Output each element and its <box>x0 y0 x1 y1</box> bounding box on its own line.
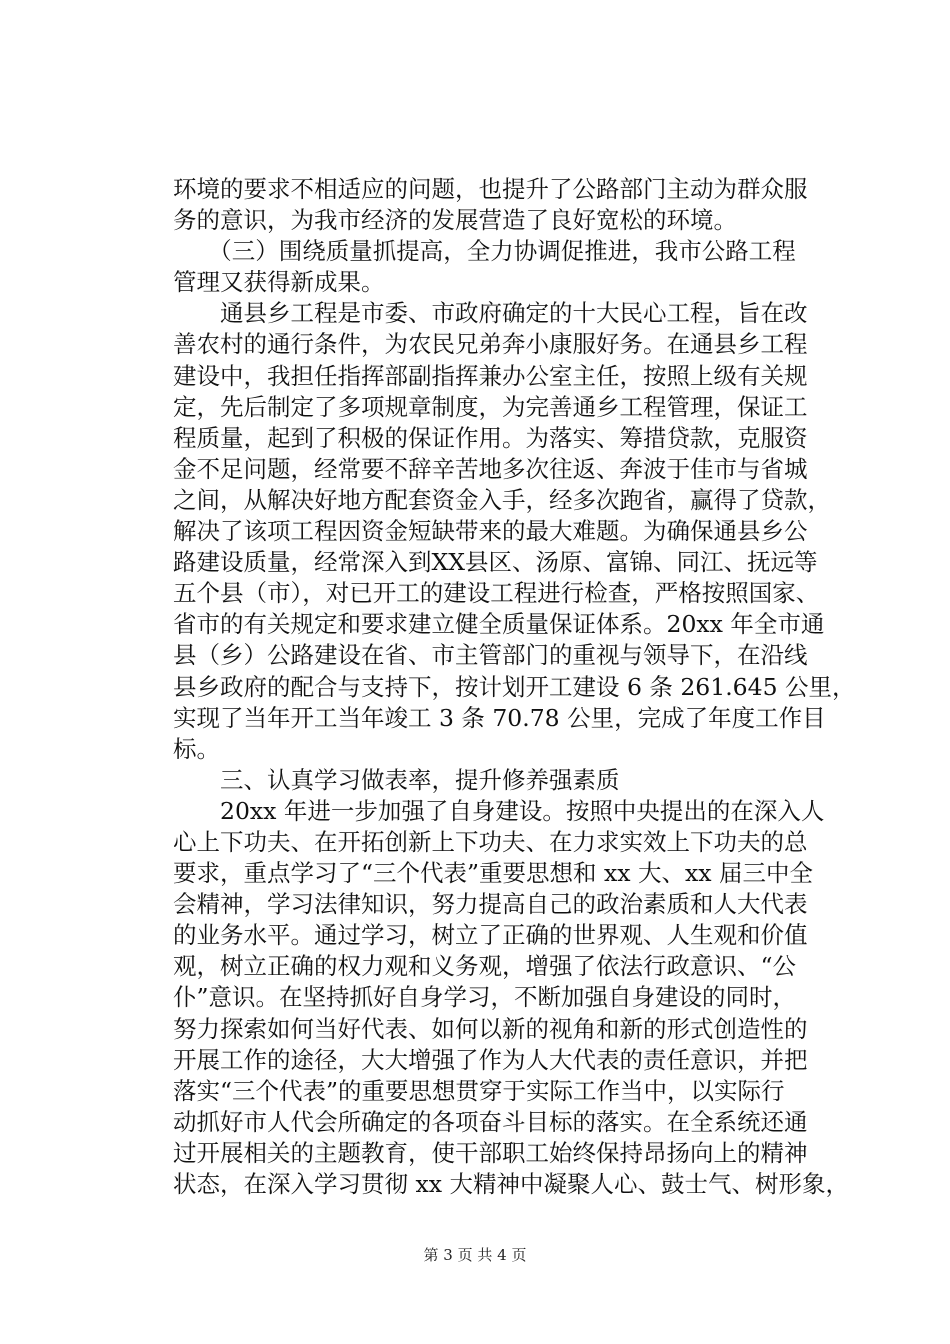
text-line: 开展工作的途径，大大增强了作为人大代表的责任意识，并把 <box>173 1045 808 1074</box>
text-line: 县（乡）公路建设在省、市主管部门的重视与领导下，在沿线 <box>173 641 808 670</box>
text-line: 建设中，我担任指挥部副指挥兼办公室主任，按照上级有关规 <box>173 361 808 390</box>
section-heading-line: （三）围绕质量抓提高，全力协调促推进，我市公路工程 <box>173 237 796 266</box>
text-line: 省市的有关规定和要求建立健全质量保证体系。20xx 年全市通 <box>173 610 825 639</box>
text-line: 状态，在深入学习贯彻 xx 大精神中凝聚人心、鼓士气、树形象， <box>173 1170 849 1198</box>
text-line: 过开展相关的主题教育，使干部职工始终保持昂扬向上的精神 <box>173 1138 808 1167</box>
text-line: 路建设质量，经常深入到XX县区、汤原、富锦、同江、抚远等 <box>173 548 818 577</box>
text-line: 仆”意识。在坚持抓好自身学习，不断加强自身建设的同时， <box>173 983 797 1012</box>
text-line: 环境的要求不相适应的问题，也提升了公路部门主动为群众服 <box>173 175 808 203</box>
document-body <box>173 174 856 1200</box>
text-line: 金不足问题，经常要不辞辛苦地多次往返、奔波于佳市与省城 <box>173 454 808 483</box>
text-line: 要求，重点学习了“三个代表”重要思想和 xx 大、xx 届三中全 <box>173 859 813 888</box>
text-line: 观，树立正确的权力观和义务观，增强了依法行政意识、“公 <box>173 952 797 981</box>
text-line: 落实“三个代表”的重要思想贯穿于实际工作当中，以实际行 <box>173 1076 785 1105</box>
text-line: 心上下功夫、在开拓创新上下功夫、在力求实效上下功夫的总 <box>173 827 808 856</box>
text-line: 县乡政府的配合与支持下，按计划开工建设 6 条 261.645 公里， <box>173 672 856 701</box>
section-heading-line: 管理又获得新成果。 <box>173 268 385 297</box>
text-line: 标。 <box>173 734 220 763</box>
text-line: 20xx 年进一步加强了自身建设。按照中央提出的在深入人 <box>173 796 825 825</box>
body-text <box>173 174 856 1200</box>
text-line: 实现了当年开工当年竣工 3 条 70.78 公里，完成了年度工作目 <box>173 703 826 732</box>
text-line: 通县乡工程是市委、市政府确定的十大民心工程，旨在改 <box>173 299 808 328</box>
text-line: 五个县（市），对已开工的建设工程进行检查，严格按照国家、 <box>173 579 820 608</box>
section-heading-line: 三、认真学习做表率，提升修养强素质 <box>173 765 620 794</box>
text-line: 努力探索如何当好代表、如何以新的视角和新的形式创造性的 <box>173 1014 808 1043</box>
text-line: 解决了该项工程因资金短缺带来的最大难题。为确保通县乡公 <box>173 517 808 546</box>
text-line: 的业务水平。通过学习，树立了正确的世界观、人生观和价值 <box>173 921 808 950</box>
text-line: 善农村的通行条件，为农民兄弟奔小康服好务。在通县乡工程 <box>173 330 808 359</box>
text-line: 动抓好市人代会所确定的各项奋斗目标的落实。在全系统还通 <box>173 1107 808 1136</box>
page-footer <box>0 1245 950 1265</box>
text-line: 会精神，学习法律知识，努力提高自己的政治素质和人大代表 <box>173 890 808 919</box>
text-line: 定，先后制定了多项规章制度，为完善通乡工程管理，保证工 <box>173 392 808 421</box>
text-line: 程质量，起到了积极的保证作用。为落实、筹措贷款，克服资 <box>173 423 808 452</box>
text-line: 务的意识，为我市经济的发展营造了良好宽松的环境。 <box>173 206 737 235</box>
text-line: 之间，从解决好地方配套资金入手，经多次跑省，赢得了贷款， <box>173 485 831 514</box>
page-number: 第 3 页 共 4 页 <box>423 1246 527 1264</box>
